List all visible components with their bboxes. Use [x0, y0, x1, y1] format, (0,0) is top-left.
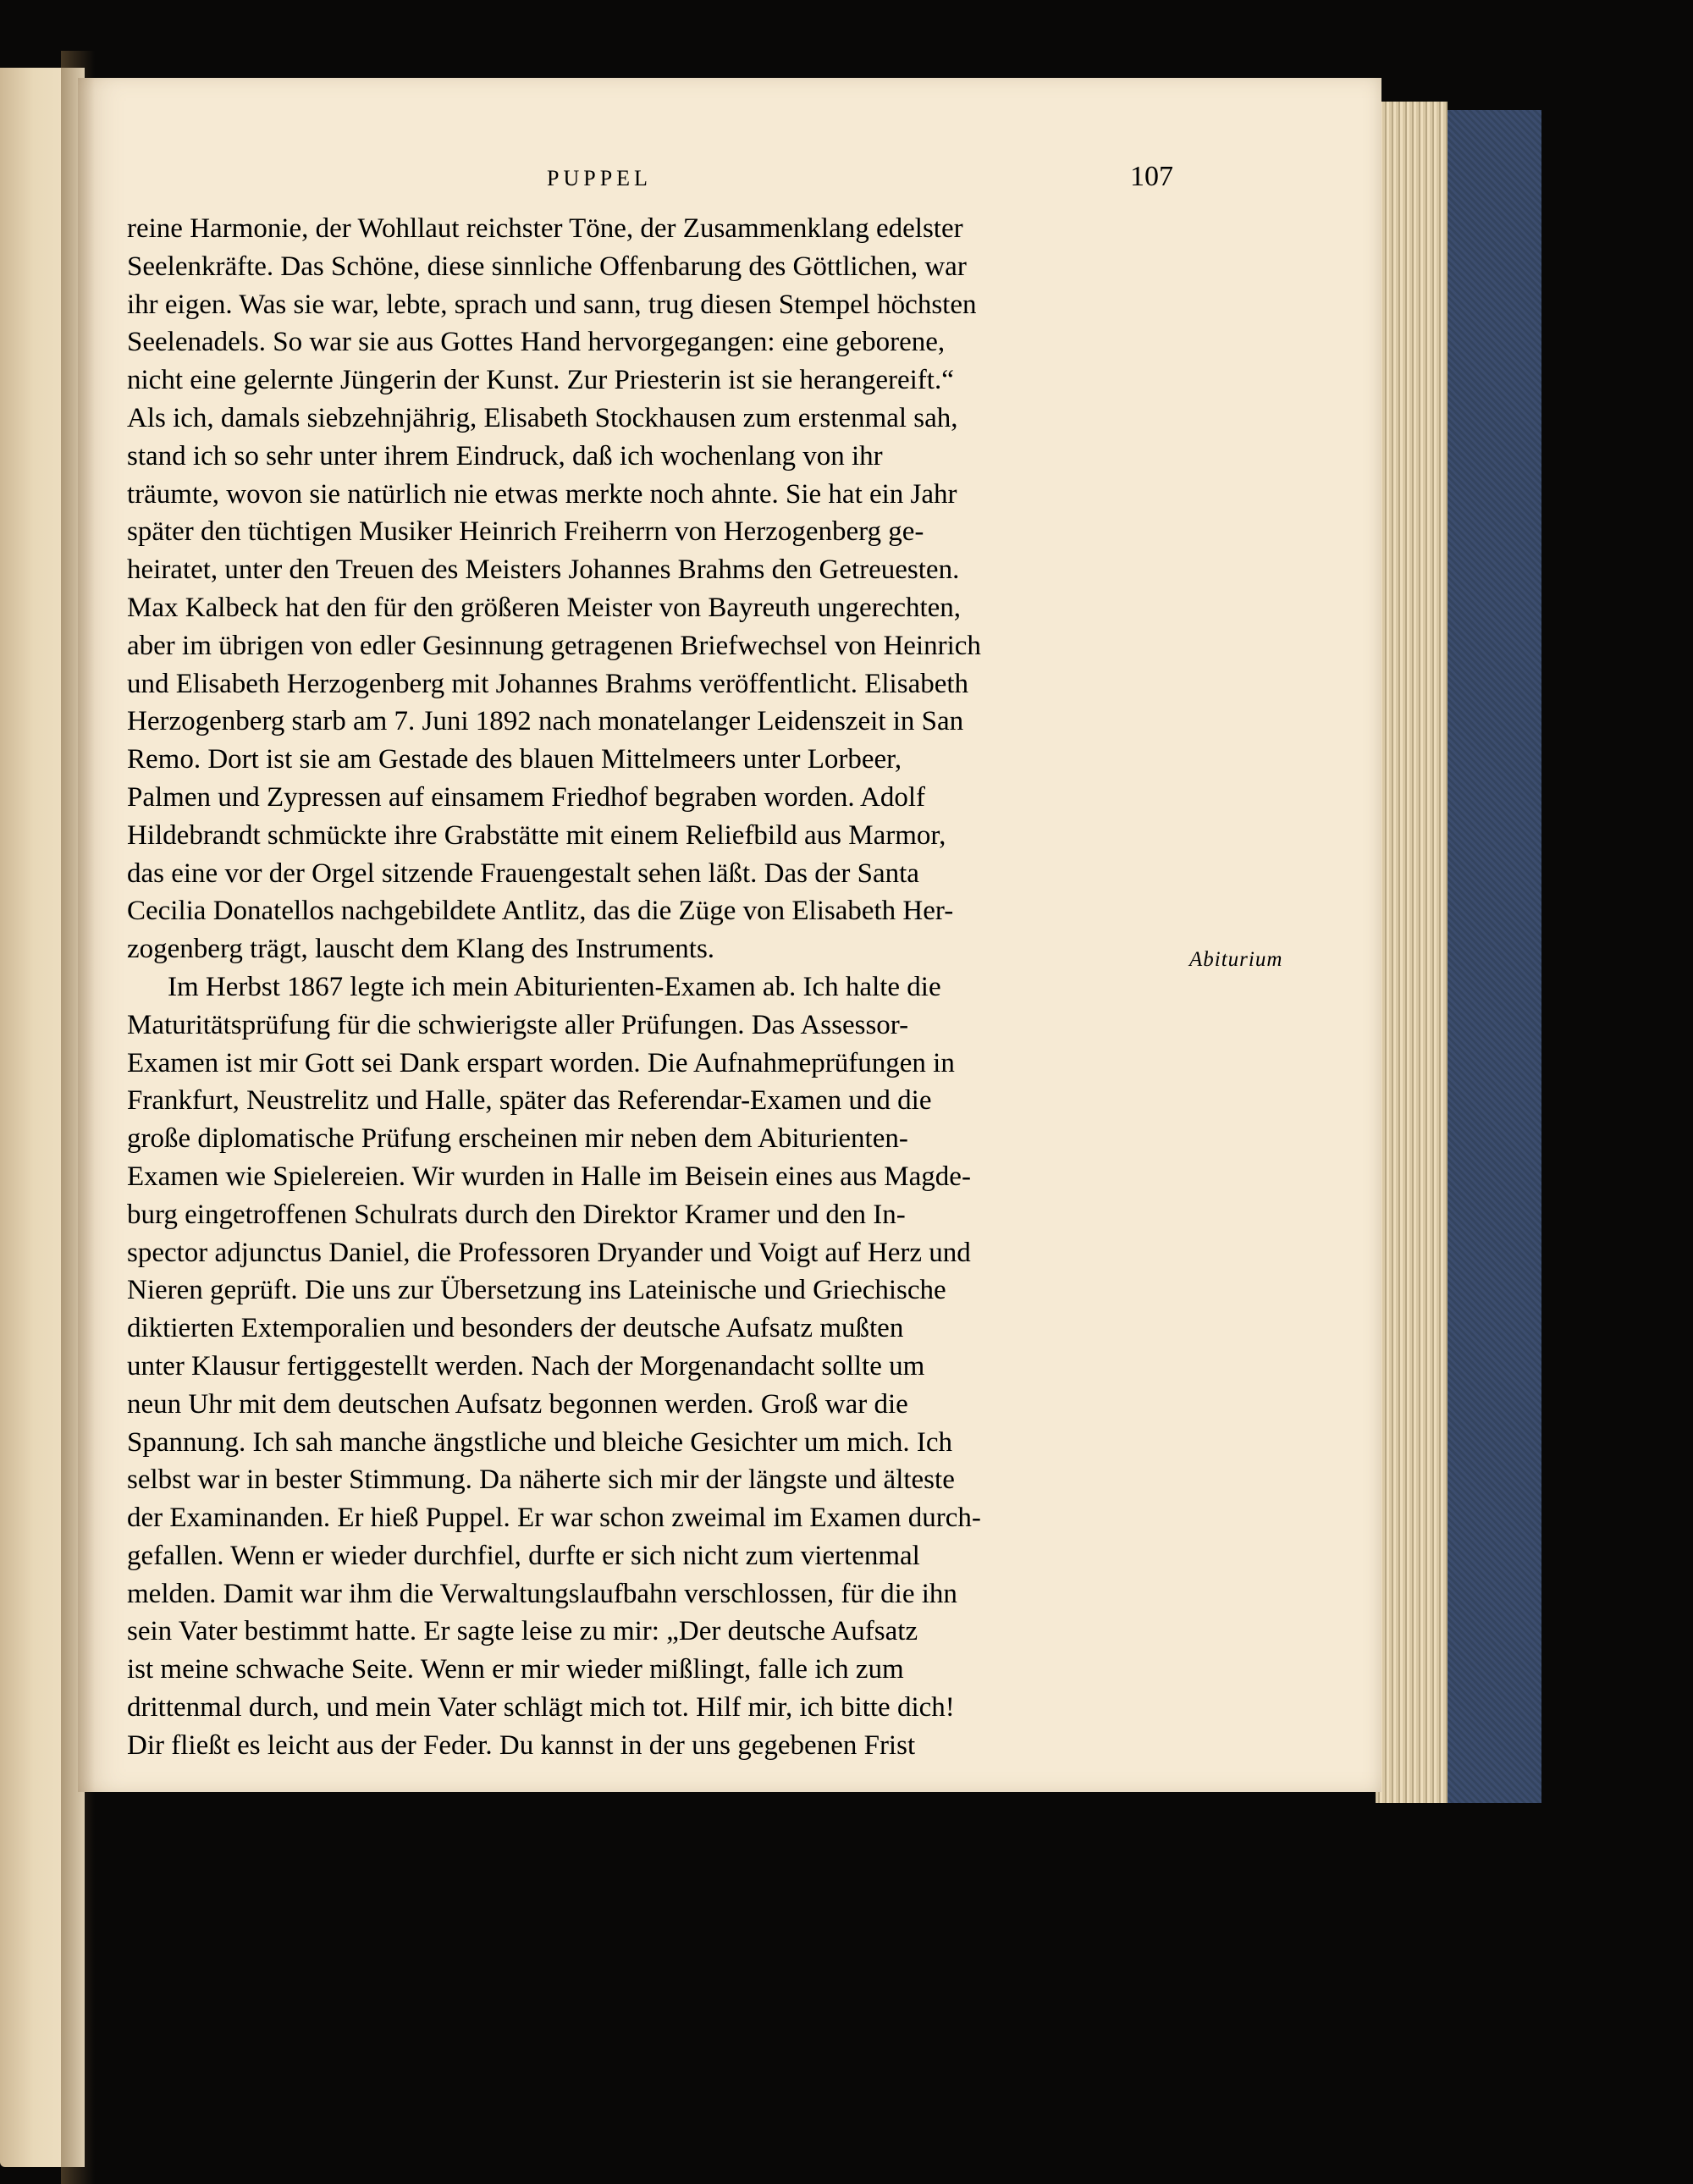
text-line: Seelenadels. So war sie aus Gottes Hand hervorgegangen: eine geborene, [127, 327, 946, 358]
text-line: Examen ist mir Gott sei Dank erspart worden. Die Aufnahmeprüfungen in [127, 1047, 955, 1078]
text-line: burg eingetroffenen Schulrats durch den Direktor Kramer und den In- [127, 1199, 906, 1230]
text-line: Cecilia Donatellos nachgebildete Antlitz, das die Züge von Elisabeth Her- [127, 896, 954, 927]
gutter-shadow [61, 51, 95, 2184]
text-line: Herzogenberg starb am 7. Juni 1892 nach monatelanger Leidenszeit in San [127, 706, 964, 737]
text-line: ist meine schwache Seite. Wenn er mir wieder mißlingt, falle ich zum [127, 1654, 904, 1685]
paragraph-start-line: Im Herbst 1867 legte ich mein Abiturienten-Examen ab. Ich halte die [168, 971, 941, 1002]
text-line: ihr eigen. Was sie war, lebte, sprach und sann, trug diesen Stempel höchsten [127, 289, 977, 320]
text-line: Frankfurt, Neustrelitz und Halle, später das Referendar-Examen und die [127, 1085, 932, 1117]
text-line: große diplomatische Prüfung erscheinen mir neben dem Abiturienten- [127, 1123, 908, 1155]
text-line: Max Kalbeck hat den für den größeren Meister von Bayreuth ungerechten, [127, 592, 962, 623]
page-edges [1376, 102, 1448, 1803]
text-line: Spannung. Ich sah manche ängstliche und bleiche Gesichter um mich. Ich [127, 1426, 953, 1458]
text-line: Maturitätsprüfung für die schwierigste aller Prüfungen. Das Assessor- [127, 1009, 909, 1040]
text-line: selbst war in bester Stimmung. Da näherte sich mir der längste und älteste [127, 1464, 955, 1496]
text-line: Als ich, damals siebzehnjährig, Elisabeth Stockhausen zum erstenmal sah, [127, 402, 958, 433]
text-line: sein Vater bestimmt hatte. Er sagte leise zu mir: „Der deutsche Aufsatz [127, 1616, 918, 1647]
text-line: nicht eine gelernte Jüngerin der Kunst. Zur Priesterin ist sie herangereift.“ [127, 365, 954, 396]
text-line: Palmen und Zypressen auf einsamem Friedhof begraben worden. Adolf [127, 781, 925, 813]
text-line: das eine vor der Orgel sitzende Frauengestalt sehen läßt. Das der Santa [127, 858, 919, 889]
text-line: der Examinanden. Er hieß Puppel. Er war schon zweimal im Examen durch- [127, 1503, 981, 1534]
text-line: gefallen. Wenn er wieder durchfiel, durfte er sich nicht zum viertenmal [127, 1540, 920, 1571]
text-line: zogenberg trägt, lauscht dem Klang des Instruments. [127, 934, 715, 965]
text-line: melden. Damit war ihm die Verwaltungslaufbahn verschlossen, für die ihn [127, 1578, 957, 1609]
text-line: Dir fließt es leicht aus der Feder. Du kannst in der uns gegebenen Frist [127, 1729, 916, 1761]
running-title: PUPPEL [547, 166, 652, 190]
text-line: reine Harmonie, der Wohllaut reichster Töne, der Zusammenklang edelster [127, 213, 963, 244]
text-line: Hildebrandt schmückte ihre Grabstätte mit einem Reliefbild aus Marmor, [127, 819, 946, 851]
text-line: diktierten Extemporalien und besonders der deutsche Aufsatz mußten [127, 1313, 904, 1344]
text-line: spector adjunctus Daniel, die Professoren Dryander und Voigt auf Herz und [127, 1237, 971, 1268]
text-line: Nieren geprüft. Die uns zur Übersetzung ins Lateinische und Griechische [127, 1275, 946, 1306]
running-head [124, 161, 1173, 203]
text-line: stand ich so sehr unter ihrem Eindruck, daß ich wochenlang von ihr [127, 440, 883, 472]
text-line: und Elisabeth Herzogenberg mit Johannes Brahms veröffentlicht. Elisabeth [127, 668, 969, 699]
page-number: 107 [1130, 161, 1173, 192]
text-line: unter Klausur fertiggestellt werden. Nach der Morgenandacht sollte um [127, 1350, 925, 1382]
text-line: heiratet, unter den Treuen des Meisters Johannes Brahms den Getreuesten. [127, 554, 960, 586]
text-line: träumte, wovon sie natürlich nie etwas merkte noch ahnte. Sie hat ein Jahr [127, 478, 957, 510]
text-line: neun Uhr mit dem deutschen Aufsatz begonnen werden. Groß war die [127, 1388, 908, 1420]
text-line: aber im übrigen von edler Gesinnung getragenen Briefwechsel von Heinrich [127, 630, 981, 661]
margin-note: Abiturium [1189, 948, 1283, 971]
text-line: drittenmal durch, und mein Vater schlägt mich tot. Hilf mir, ich bitte dich! [127, 1692, 955, 1723]
body-text [127, 210, 1177, 1765]
text-line: Remo. Dort ist sie am Gestade des blauen Mittelmeers unter Lorbeer, [127, 744, 902, 775]
text-line: Examen wie Spielereien. Wir wurden in Halle im Beisein eines aus Magde- [127, 1161, 971, 1192]
text-line: Seelenkräfte. Das Schöne, diese sinnliche Offenbarung des Göttlichen, war [127, 251, 967, 282]
text-line: später den tüchtigen Musiker Heinrich Freiherrn von Herzogenberg ge- [127, 516, 924, 548]
